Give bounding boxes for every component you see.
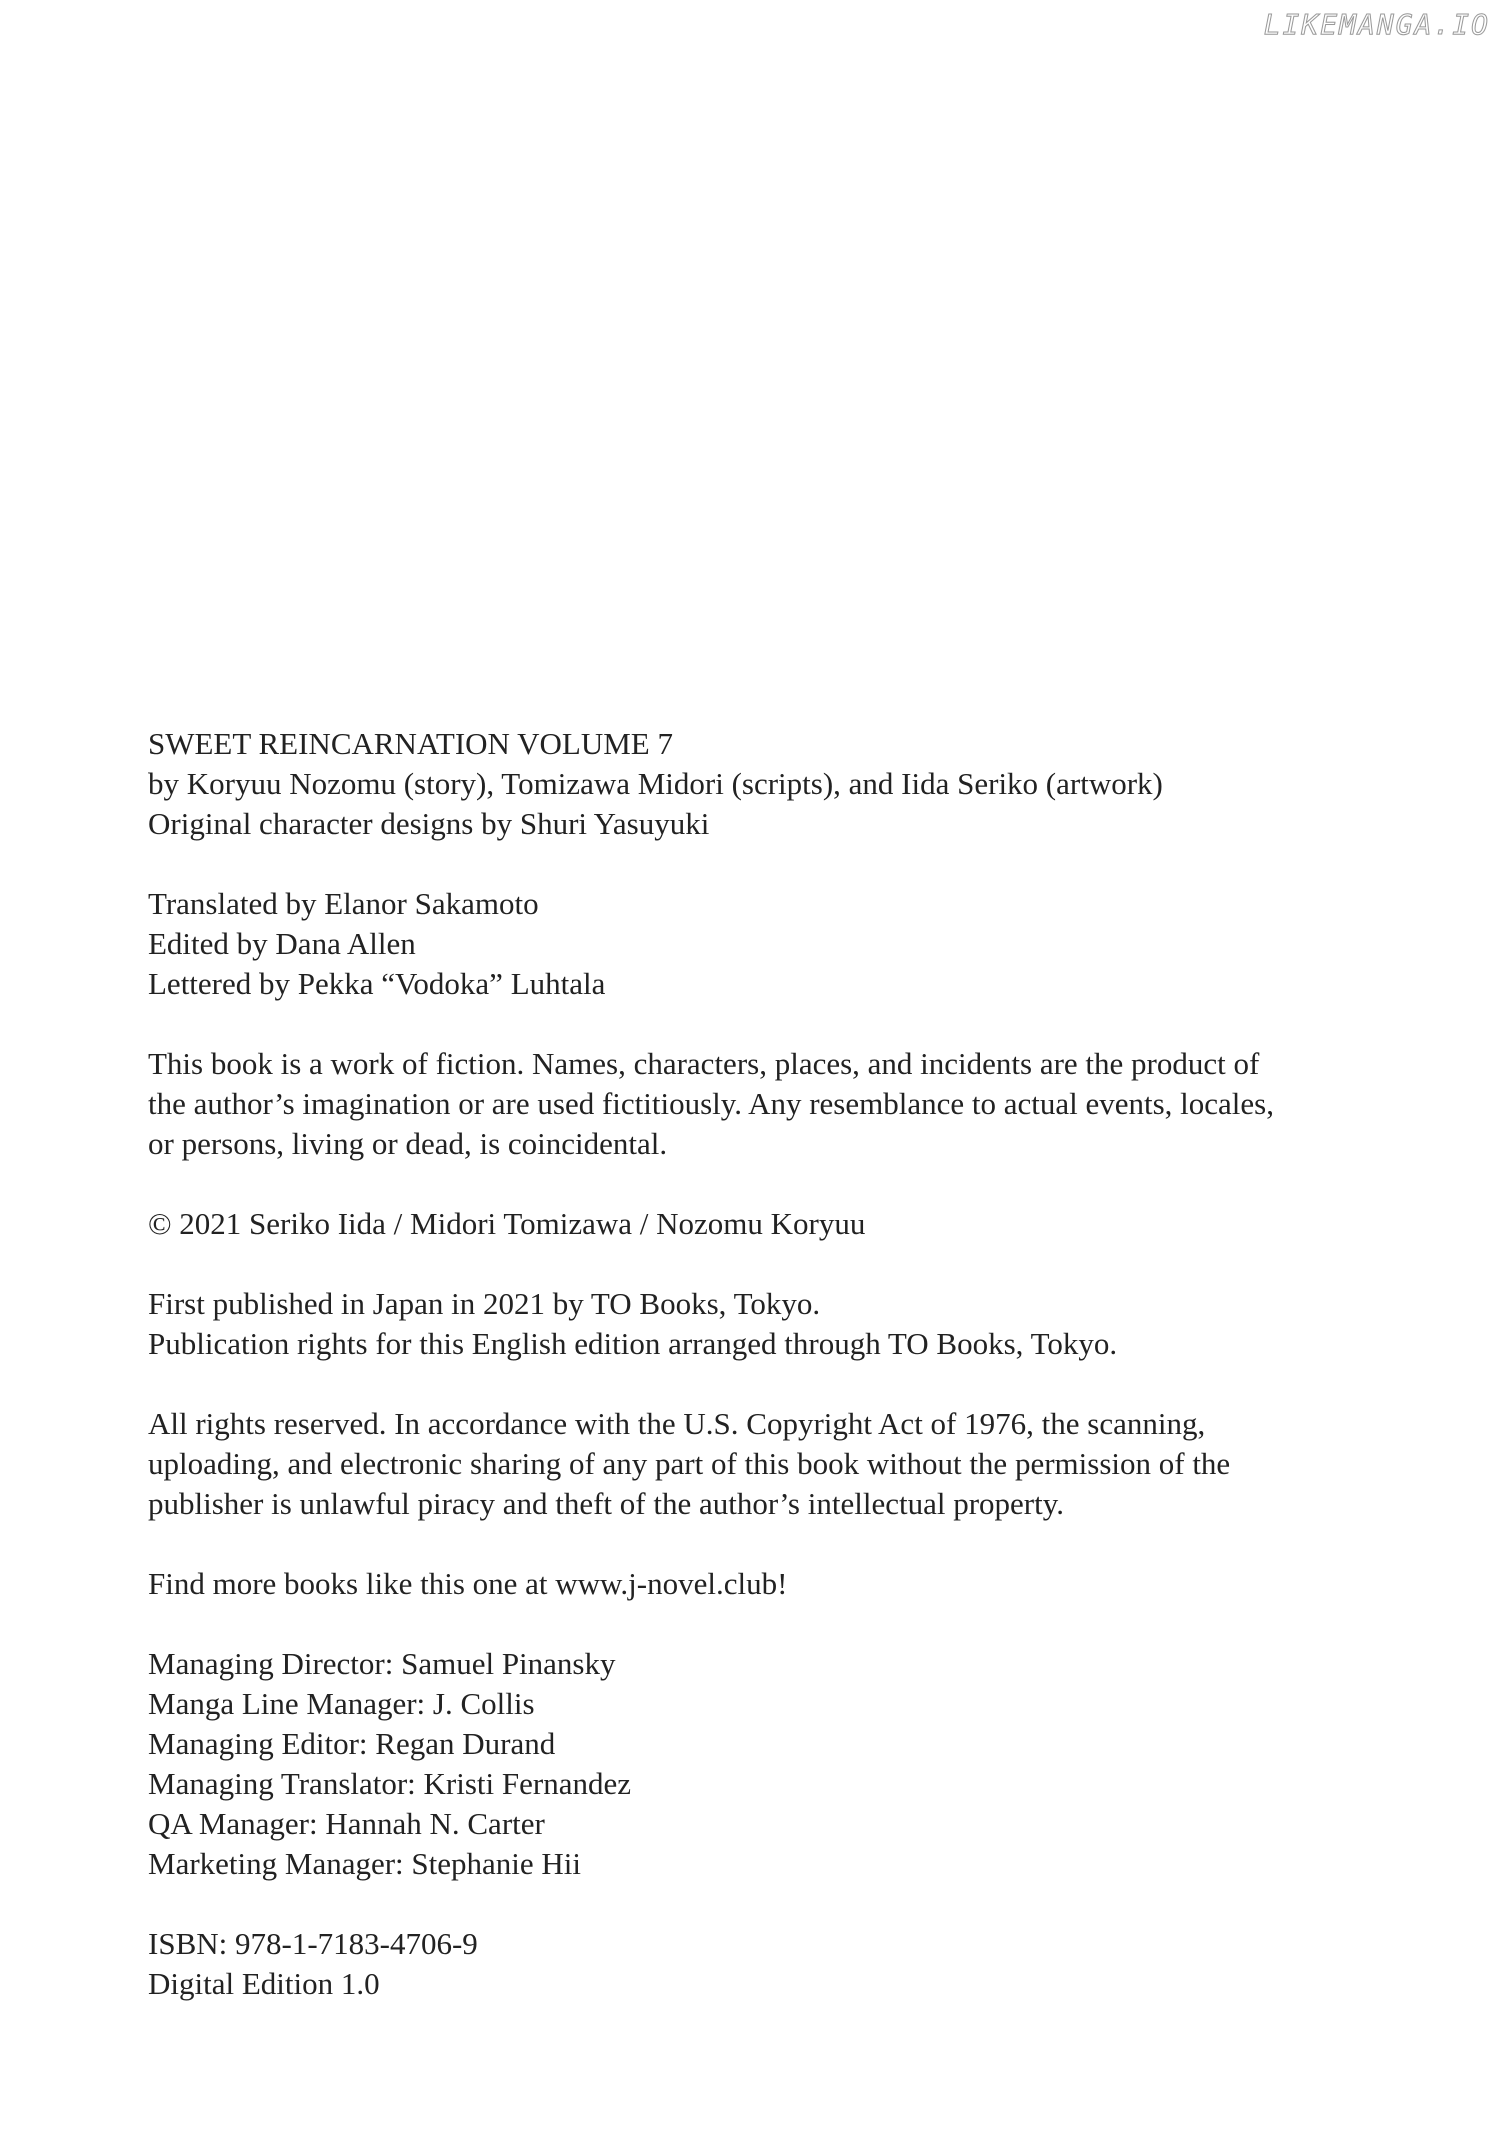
book-title: SWEET REINCARNATION VOLUME 7: [148, 726, 673, 761]
fiction-notice-line: This book is a work of fiction. Names, characters, places, and incidents are the product of: [148, 1046, 1260, 1081]
fiction-notice-line: the author’s imagination or are used fictitiously. Any resemblance to actual events, locales,: [148, 1086, 1274, 1121]
authors-line: by Koryuu Nozomu (story), Tomizawa Midori (scripts), and Iida Seriko (artwork): [148, 766, 1163, 801]
digital-edition-line: Digital Edition 1.0: [148, 1966, 380, 2001]
find-more-block: [148, 1564, 1388, 1604]
rights-notice-line: publisher is unlawful piracy and theft of the author’s intellectual property.: [148, 1486, 1064, 1521]
letterer-line: Lettered by Pekka “Vodoka” Luhtala: [148, 966, 606, 1001]
find-more-line: Find more books like this one at www.j-novel.club!: [148, 1566, 788, 1601]
rights-notice-line: uploading, and electronic sharing of any part of this book without the permission of the: [148, 1446, 1231, 1481]
fiction-notice-line: or persons, living or dead, is coincidental.: [148, 1126, 668, 1161]
rights-notice-line: All rights reserved. In accordance with the U.S. Copyright Act of 1976, the scanning,: [148, 1406, 1206, 1441]
credits-block: [148, 724, 1388, 844]
first-published-line: First published in Japan in 2021 by TO Books, Tokyo.: [148, 1286, 821, 1321]
management-line: Managing Director: Samuel Pinansky: [148, 1646, 616, 1681]
translator-line: Translated by Elanor Sakamoto: [148, 886, 539, 921]
publication-rights-line: Publication rights for this English edition arranged through TO Books, Tokyo.: [148, 1326, 1118, 1361]
management-block: [148, 1644, 1388, 1884]
management-line: QA Manager: Hannah N. Carter: [148, 1806, 545, 1841]
management-line: Manga Line Manager: J. Collis: [148, 1686, 535, 1721]
copyright-line: © 2021 Seriko Iida / Midori Tomizawa / Nozomu Koryuu: [148, 1206, 866, 1241]
fiction-notice: [148, 1044, 1388, 1164]
copyright-block: [148, 1204, 1388, 1244]
edition-block: [148, 1924, 1388, 2004]
site-watermark: LIKEMANGA.IO: [1263, 8, 1490, 41]
editor-line: Edited by Dana Allen: [148, 926, 416, 961]
management-line: Managing Editor: Regan Durand: [148, 1726, 556, 1761]
isbn-line: ISBN: 978-1-7183-4706-9: [148, 1926, 478, 1961]
publication-block: [148, 1284, 1388, 1364]
staff-block: [148, 884, 1388, 1004]
management-line: Marketing Manager: Stephanie Hii: [148, 1846, 582, 1881]
copyright-page: [148, 724, 1388, 2044]
designs-line: Original character designs by Shuri Yasuyuki: [148, 806, 710, 841]
rights-notice: [148, 1404, 1388, 1524]
management-line: Managing Translator: Kristi Fernandez: [148, 1766, 632, 1801]
